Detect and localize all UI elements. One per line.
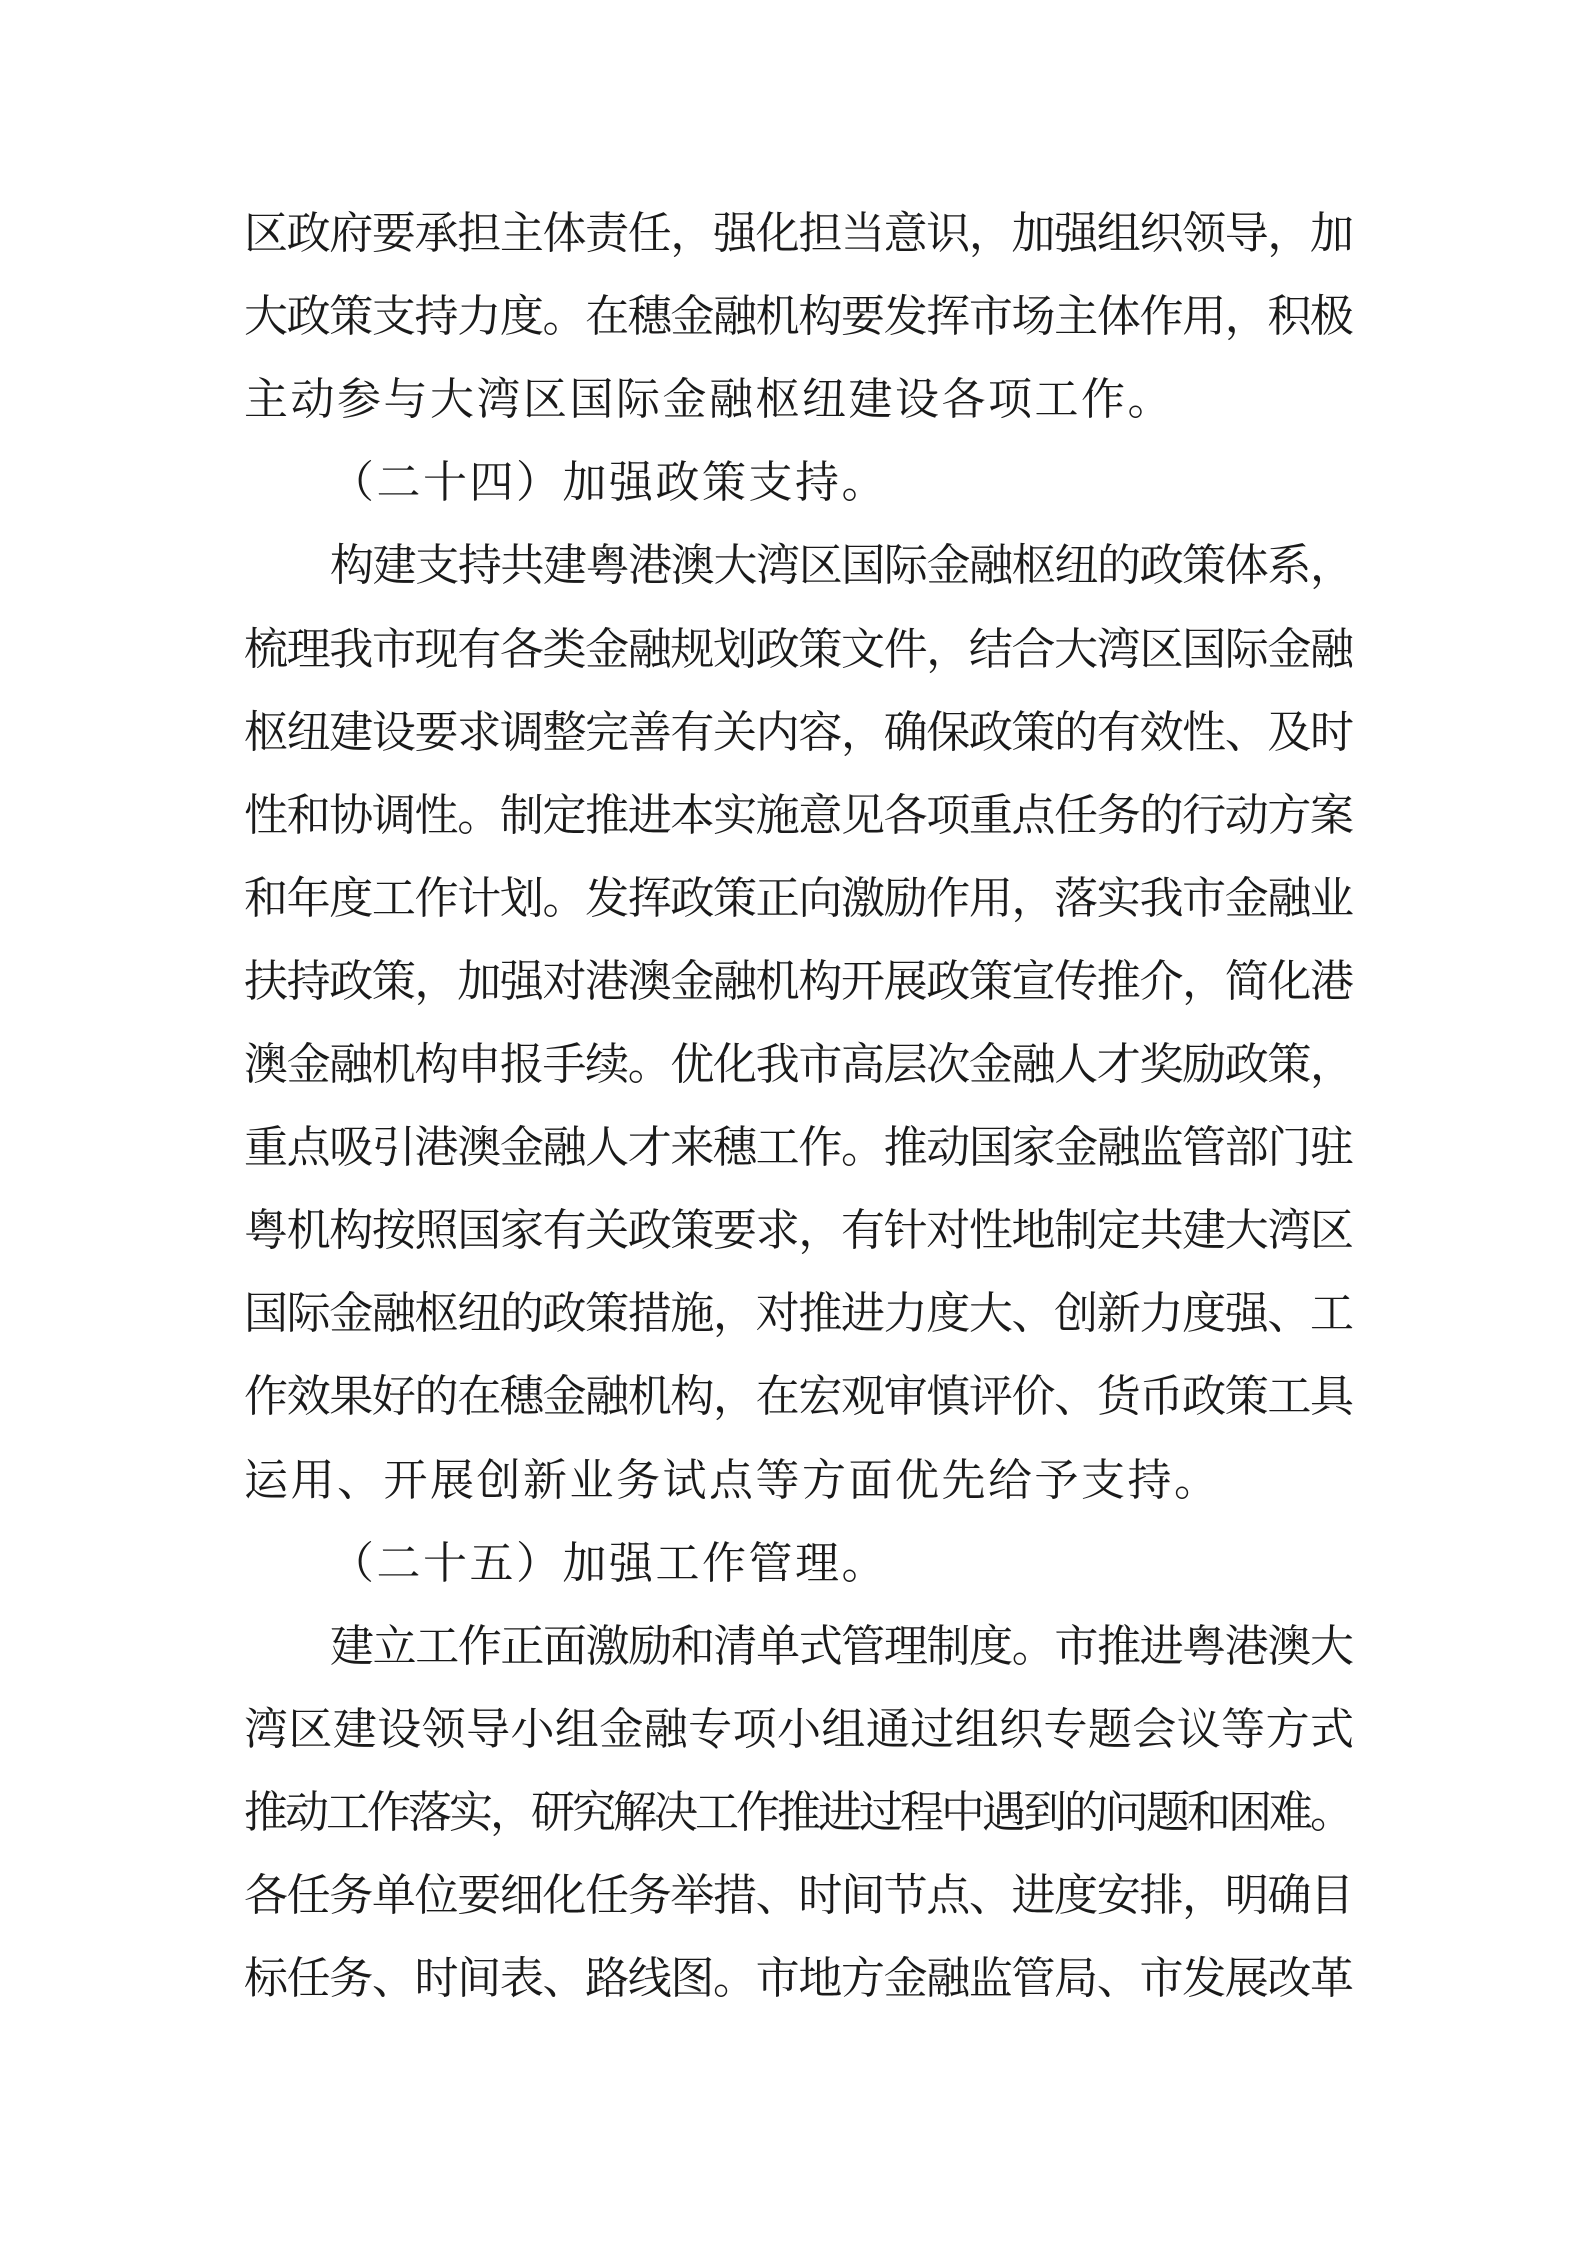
line-text: 大政策支持力度。在穗金融机构要发挥市场主体作用，积极: [244, 291, 1353, 343]
line-text: 标任务、时间表、路线图。市地方金融监管局、市发展改革: [244, 1953, 1353, 2005]
line-text: 梳理我市现有各类金融规划政策文件，结合大湾区国际金融: [244, 623, 1353, 675]
body-text-line: [0, 774, 1587, 858]
body-text-line: [0, 1605, 1587, 1689]
line-text: （二十四）加强政策支持。: [330, 457, 888, 509]
line-text: 重点吸引港澳金融人才来穗工作。推动国家金融监管部门驻: [244, 1122, 1353, 1174]
line-text: 扶持政策，加强对港澳金融机构开展政策宣传推介，简化港: [244, 955, 1353, 1007]
body-text-line: [0, 857, 1587, 941]
line-text: 国际金融枢纽的政策措施，对推进力度大、创新力度强、工: [244, 1288, 1353, 1340]
body-text-line: [0, 608, 1587, 692]
line-text: 枢纽建设要求调整完善有关内容，确保政策的有效性、及时: [244, 706, 1353, 758]
body-text-line: [0, 1189, 1587, 1273]
body-text-line: [0, 1937, 1587, 2021]
body-text-line: [0, 691, 1587, 775]
line-text: 和年度工作计划。发挥政策正向激励作用，落实我市金融业: [244, 872, 1353, 924]
body-text-line: [0, 192, 1587, 276]
body-text-line: [0, 275, 1587, 359]
body-text-line: [0, 1272, 1587, 1356]
body-text-line: [0, 940, 1587, 1024]
line-text: 区政府要承担主体责任，强化担当意识，加强组织领导，加: [244, 208, 1353, 259]
body-text-line: [0, 1854, 1587, 1938]
line-text: 粤机构按照国家有关政策要求，有针对性地制定共建大湾区: [244, 1205, 1353, 1257]
section-heading: [0, 441, 1587, 525]
section-heading: [0, 1522, 1587, 1606]
body-text-line: [0, 358, 1587, 442]
body-text-line: [0, 1771, 1587, 1855]
body-text-line: [0, 524, 1587, 608]
line-text: 推动工作落实，研究解决工作推进过程中遇到的问题和困难。: [244, 1786, 1351, 1838]
line-text: 构建支持共建粤港澳大湾区国际金融枢纽的政策体系，: [330, 540, 1353, 592]
line-text: 澳金融机构申报手续。优化我市高层次金融人才奖励政策，: [244, 1039, 1353, 1090]
line-text: （二十五）加强工作管理。: [330, 1537, 888, 1589]
line-text: 主动参与大湾区国际金融枢纽建设各项工作。: [244, 374, 1174, 426]
line-text: 各任务单位要细化任务举措、时间节点、进度安排，明确目: [244, 1870, 1353, 1921]
body-text-line: [0, 1439, 1587, 1523]
body-text-line: [0, 1355, 1587, 1439]
line-text: 运用、开展创新业务试点等方面优先给予支持。: [244, 1454, 1221, 1506]
body-text-line: [0, 1688, 1587, 1772]
line-text: 建立工作正面激励和清单式管理制度。市推进粤港澳大: [330, 1620, 1353, 1672]
line-text: 湾区建设领导小组金融专项小组通过组织专题会议等方式: [244, 1703, 1355, 1755]
body-text-line: [0, 1023, 1587, 1107]
line-text: 作效果好的在穗金融机构，在宏观审慎评价、货币政策工具: [244, 1371, 1353, 1423]
line-text: 性和协调性。制定推进本实施意见各项重点任务的行动方案: [244, 789, 1353, 841]
body-text-line: [0, 1106, 1587, 1190]
